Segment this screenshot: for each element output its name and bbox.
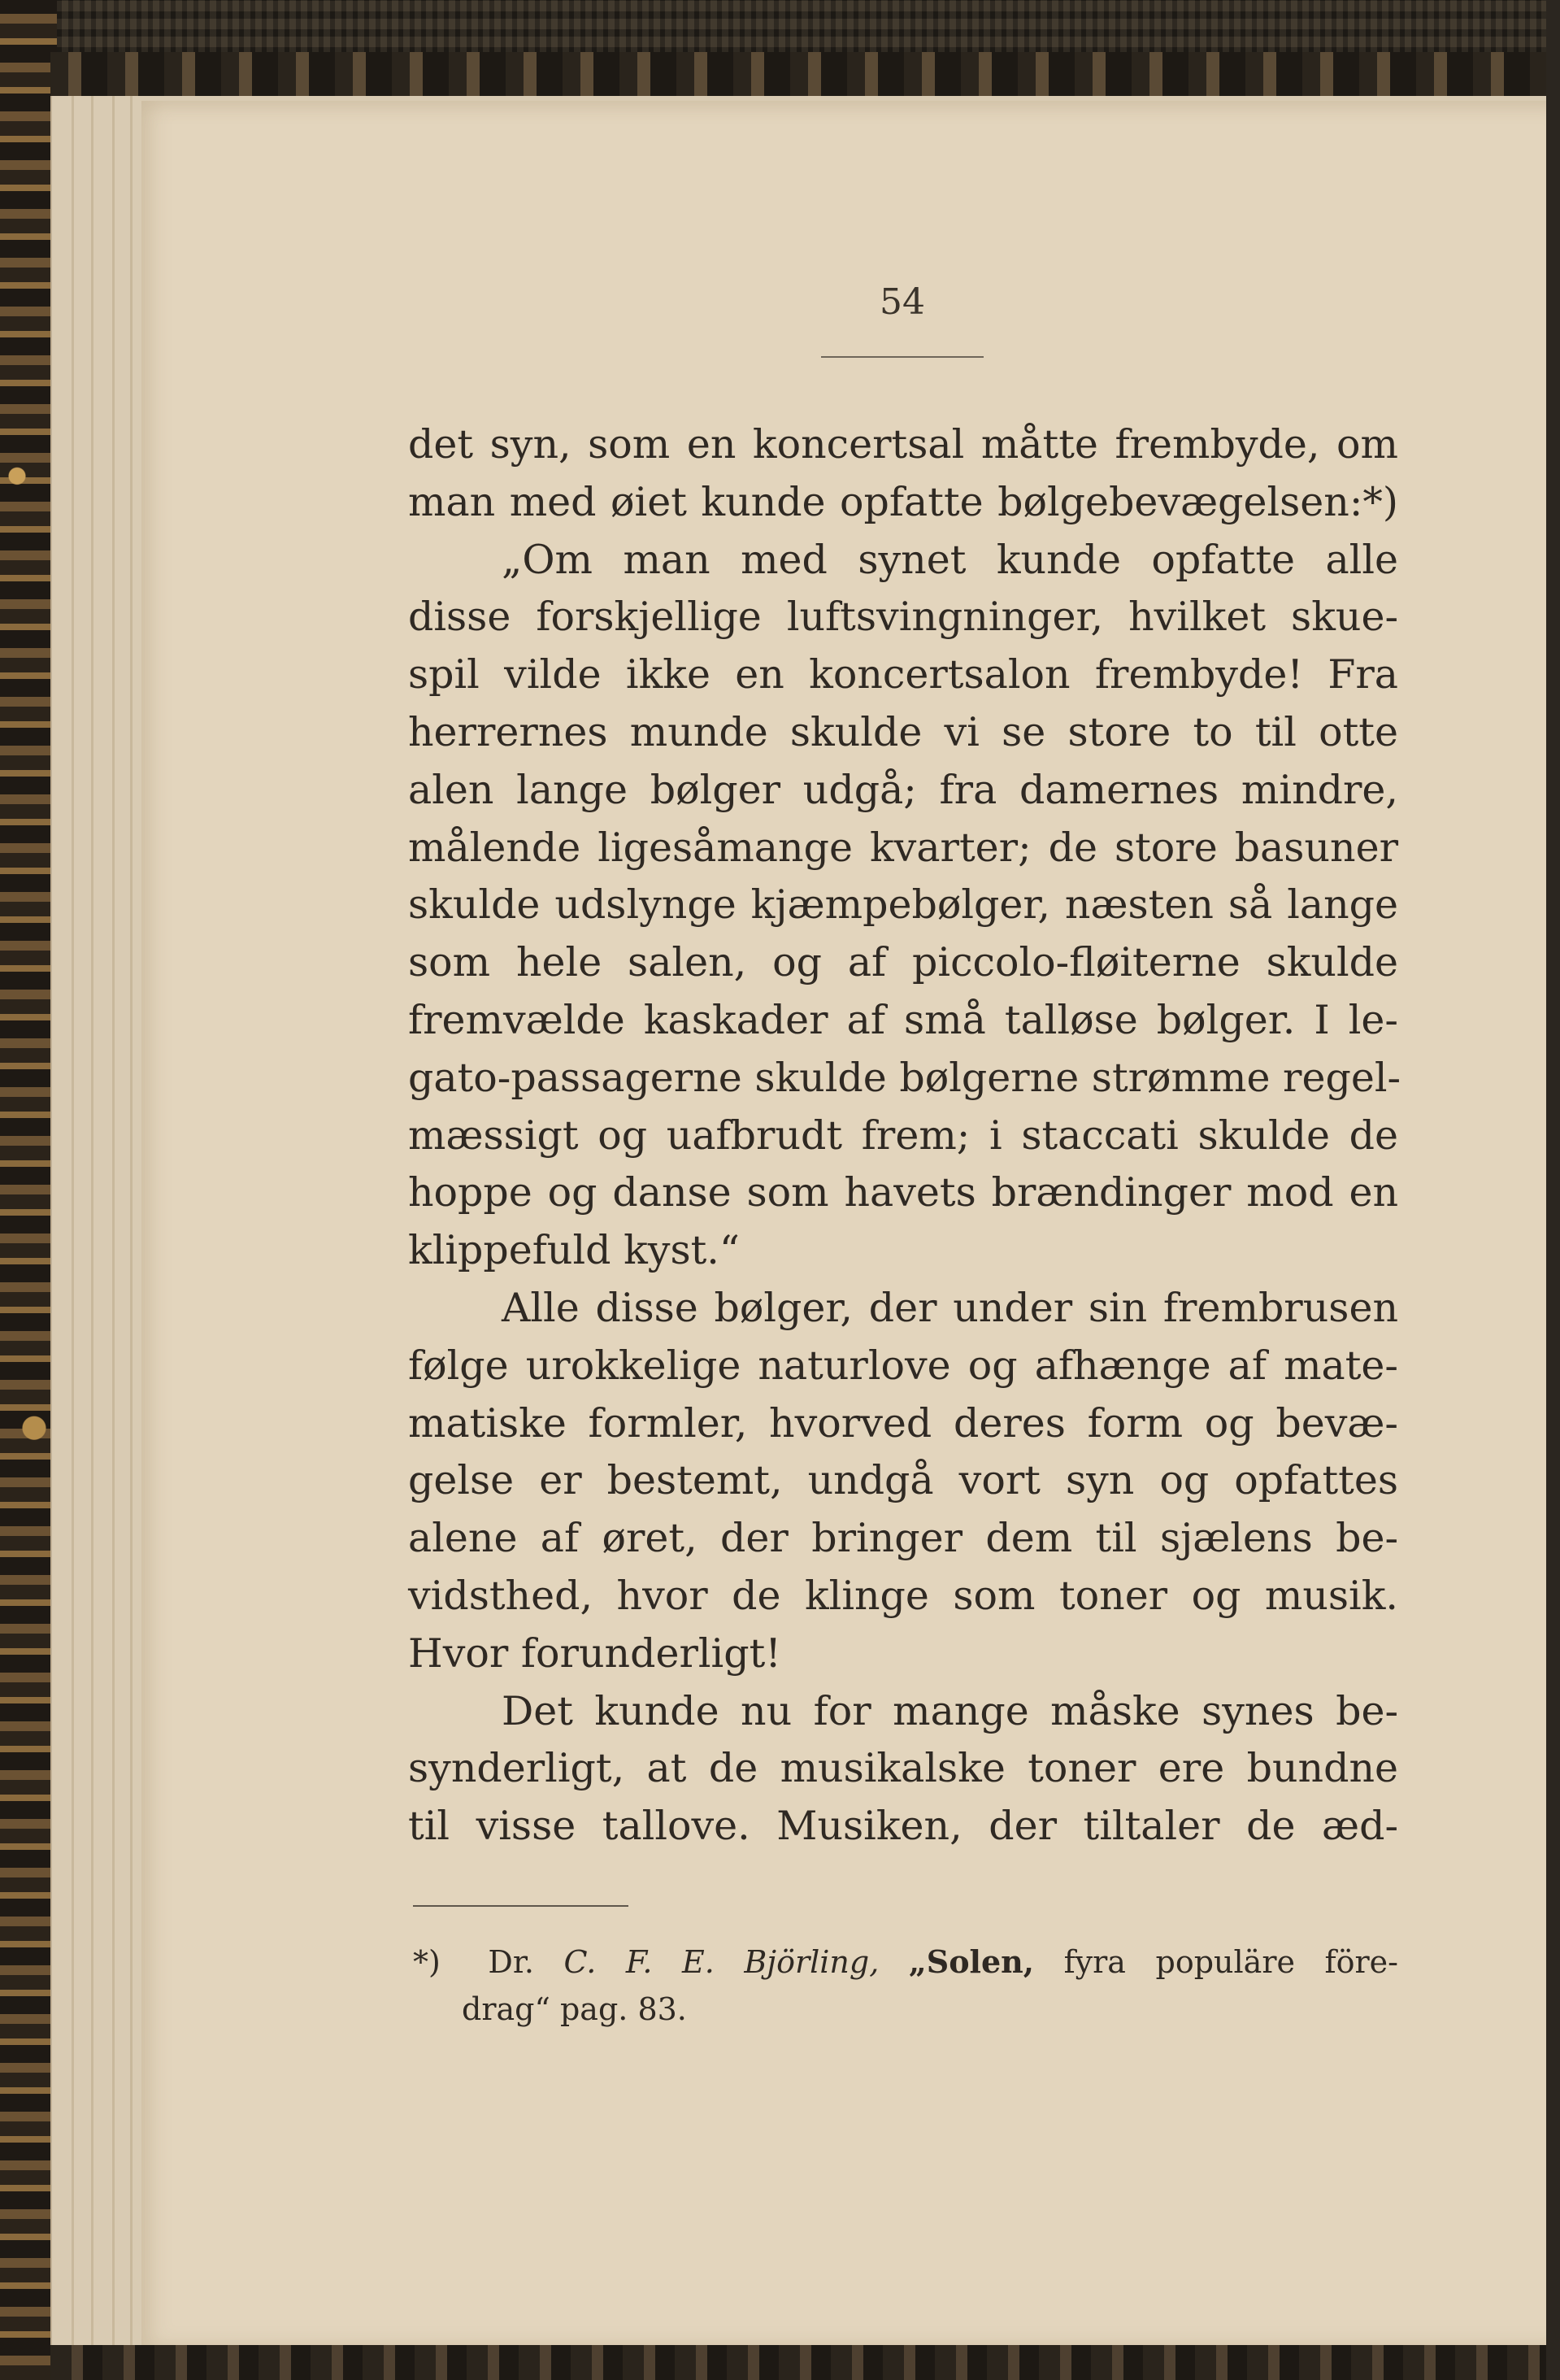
- text-line: alen lange bølger udgå; fra damernes mindre,: [408, 766, 1398, 813]
- footnote-line: [413, 1938, 1398, 1986]
- text-line: gelse er bestemt, undgå vort syn og opfattes: [408, 1457, 1398, 1504]
- binding-bottom-edge: [50, 2345, 1560, 2380]
- text-line: matiske formler, hvorved deres form og bevæ-: [408, 1399, 1398, 1447]
- text-line: fremvælde kaskader af små talløse bølger. I le-: [408, 996, 1398, 1043]
- footnote-rule: [413, 1905, 628, 1907]
- text-line: „Om man med synet kunde opfatte alle: [502, 536, 1398, 583]
- footnote-line: drag“ pag. 83.: [462, 1991, 687, 2027]
- text-line: til visse tallove. Musiken, der tiltaler de æd-: [408, 1803, 1398, 1850]
- binding-top-edge: [50, 52, 1560, 98]
- footnote-rest: fyra populäre före-: [1063, 1944, 1398, 1980]
- text-line: som hele salen, og af piccolo-fløiterne skulde: [408, 939, 1398, 986]
- footnote: [413, 1938, 1398, 2033]
- text-line: mæssigt og uafbrudt frem; i staccati skulde de: [408, 1112, 1398, 1159]
- binding-right-edge: [1546, 0, 1560, 2380]
- body-text: [408, 416, 1401, 1856]
- text-line: klippefuld kyst.“: [408, 1227, 740, 1274]
- book-spine: [0, 0, 57, 2380]
- text-line: man med øiet kunde opfatte bølgebevægelsen:*): [408, 478, 1398, 525]
- page-number-rule: [821, 356, 984, 358]
- text-line: synderligt, at de musikalske toner ere bundne: [408, 1745, 1398, 1792]
- page-edge: [72, 96, 74, 2348]
- text-line: Alle disse bølger, der under sin frembrusen: [502, 1284, 1398, 1331]
- text-line: gato-passagerne skulde bølgerne strømme regel-: [408, 1054, 1401, 1101]
- footnote-author: C. F. E. Björling,: [563, 1944, 880, 1980]
- text-line: disse forskjellige luftsvingninger, hvilket skue-: [408, 594, 1398, 641]
- footnote-prefix: Dr.: [488, 1944, 534, 1980]
- page-number: 54: [880, 281, 925, 323]
- page-edge: [91, 96, 93, 2348]
- text-line: Hvor forunderligt!: [408, 1629, 781, 1677]
- footnote-title: „Solen,: [908, 1943, 1035, 1980]
- text-line: vidsthed, hvor de klinge som toner og musik.: [408, 1572, 1398, 1619]
- text-line: målende ligesåmange kvarter; de store basuner: [408, 824, 1398, 871]
- text-line: herrernes munde skulde vi se store to til otte: [408, 708, 1398, 755]
- text-line: hoppe og danse som havets brændinger mod en: [408, 1169, 1398, 1216]
- footnote-mark: *): [413, 1944, 441, 1980]
- text-line: spil vilde ikke en koncertsalon frembyde! Fra: [408, 651, 1398, 698]
- text-line: skulde udslynge kjæmpebølger, næsten så lange: [408, 881, 1398, 929]
- page-edge: [112, 96, 115, 2348]
- text-line: følge urokkelige naturlove og afhænge af mate-: [408, 1342, 1398, 1389]
- text-line: alene af øret, der bringer dem til sjælens be-: [408, 1515, 1398, 1562]
- page-edge: [130, 96, 133, 2348]
- text-line: Det kunde nu for mange måske synes be-: [502, 1687, 1398, 1734]
- text-line: det syn, som en koncertsal måtte frembyde, om: [408, 421, 1398, 468]
